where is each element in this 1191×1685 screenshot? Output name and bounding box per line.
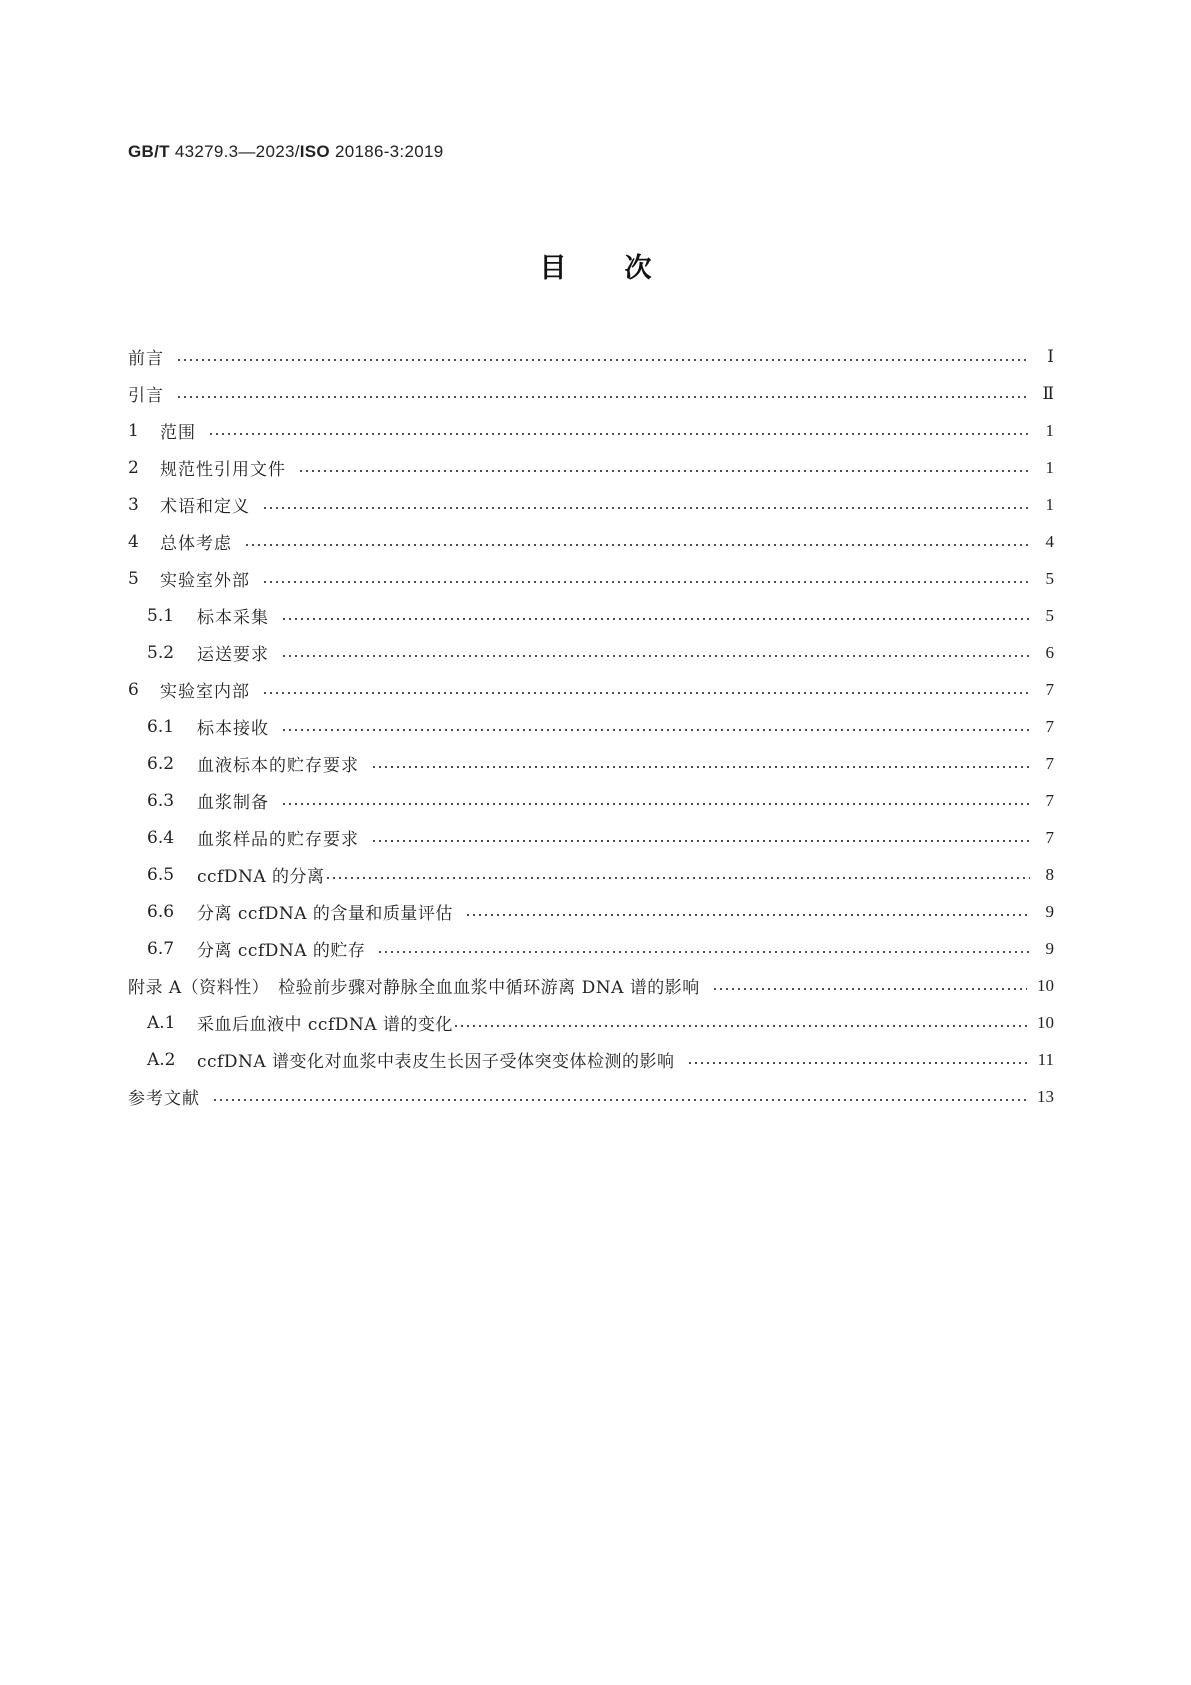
toc-page-number: 4 <box>1045 531 1054 551</box>
toc-entry-label: 血液标本的贮存要求 <box>197 756 359 776</box>
toc-entry-specimen-reception[interactable] <box>128 708 1054 745</box>
toc-dot-leader <box>176 348 1030 365</box>
toc-entry-plasma-storage[interactable] <box>128 819 1054 856</box>
toc-entry-normative-references[interactable] <box>128 449 1054 486</box>
toc-entry-label: 规范性引用文件 <box>160 460 286 480</box>
toc-page-number: 8 <box>1045 864 1054 884</box>
page-title: 目次 <box>539 253 710 284</box>
std-code-iso-prefix: ISO <box>299 142 330 161</box>
toc-dot-leader <box>377 940 1030 957</box>
toc-entry-introduction[interactable] <box>128 375 1054 412</box>
toc-entry-number: 5 <box>128 568 139 589</box>
toc-page-number: 1 <box>1045 420 1054 440</box>
toc-entry-label: ccfDNA 的分离 <box>197 867 325 887</box>
toc-dot-leader <box>371 829 1030 846</box>
toc-entry-number: 6.5 <box>147 864 175 885</box>
toc-entry-label: 实验室外部 <box>160 571 250 591</box>
toc-entry-label: 范围 <box>160 423 196 443</box>
toc-page-number: 7 <box>1045 753 1054 773</box>
toc-entry-label: 附录 A（资料性） 检验前步骤对静脉全血血浆中循环游离 DNA 谱的影响 <box>128 978 700 998</box>
toc-entry-label: 分离 ccfDNA 的贮存 <box>197 941 366 961</box>
toc-page-number: 11 <box>1037 1049 1054 1069</box>
toc-entry-label: 前言 <box>128 349 164 369</box>
toc-page-number: 5 <box>1045 568 1054 588</box>
toc-entry-ccfdna-quality-assessment[interactable] <box>128 893 1054 930</box>
toc-entry-general-considerations[interactable] <box>128 523 1054 560</box>
toc-page-number: Ⅱ <box>1042 383 1054 403</box>
toc-page-number: 13 <box>1037 1086 1054 1106</box>
toc-dot-leader <box>176 385 1030 402</box>
standard-code <box>128 142 443 162</box>
std-code-prefix: GB/T <box>128 142 170 161</box>
toc-dot-leader <box>712 977 1027 994</box>
toc-entry-label: 采血后血液中 ccfDNA 谱的变化 <box>197 1015 453 1035</box>
toc-entry-outside-laboratory[interactable] <box>128 560 1054 597</box>
toc-entry-number: 6.4 <box>147 827 175 848</box>
toc-entry-number: 5.1 <box>147 605 175 626</box>
toc-page-number: 7 <box>1045 827 1054 847</box>
toc-entry-ccfdna-storage[interactable] <box>128 930 1054 967</box>
toc-page-number: 10 <box>1037 1012 1054 1032</box>
toc-dot-leader <box>281 792 1030 809</box>
toc-entry-annex-a1[interactable] <box>128 1004 1054 1041</box>
table-of-contents <box>128 338 1054 1115</box>
toc-entry-inside-laboratory[interactable] <box>128 671 1054 708</box>
toc-entry-label: 参考文献 <box>128 1089 200 1109</box>
toc-page-number: 1 <box>1045 494 1054 514</box>
toc-page-number: 5 <box>1045 605 1054 625</box>
toc-entry-number: A.1 <box>147 1012 176 1033</box>
toc-entry-label: 术语和定义 <box>160 497 250 517</box>
toc-entry-terms-definitions[interactable] <box>128 486 1054 523</box>
toc-entry-label: 血浆制备 <box>197 793 269 813</box>
toc-entry-number: 6.3 <box>147 790 175 811</box>
toc-entry-number: 6.2 <box>147 753 175 774</box>
toc-entry-number: 6 <box>128 679 139 700</box>
toc-entry-number: 2 <box>128 457 139 478</box>
toc-page-number: 7 <box>1045 679 1054 699</box>
toc-dot-leader <box>212 1088 1027 1105</box>
toc-dot-leader <box>281 607 1030 624</box>
toc-entry-preface[interactable] <box>128 338 1054 375</box>
toc-entry-plasma-preparation[interactable] <box>128 782 1054 819</box>
toc-page-number: 9 <box>1045 938 1054 958</box>
toc-entry-label: 标本接收 <box>197 719 269 739</box>
toc-entry-number: 5.2 <box>147 642 175 663</box>
toc-entry-label: 分离 ccfDNA 的含量和质量评估 <box>197 904 453 924</box>
toc-page-number: 10 <box>1037 975 1054 995</box>
toc-dot-leader <box>687 1051 1028 1068</box>
toc-dot-leader <box>465 903 1030 920</box>
toc-entry-number: 4 <box>128 531 139 552</box>
toc-entry-scope[interactable] <box>128 412 1054 449</box>
toc-dot-leader <box>262 681 1030 698</box>
toc-entry-label: 总体考虑 <box>160 534 232 554</box>
toc-entry-number: 6.7 <box>147 938 175 959</box>
toc-entry-annex-a2[interactable] <box>128 1041 1054 1078</box>
toc-entry-label: ccfDNA 谱变化对血浆中表皮生长因子受体突变体检测的影响 <box>197 1052 675 1072</box>
std-code-iso-number: 20186-3:2019 <box>329 142 444 161</box>
toc-entry-annex-a[interactable] <box>128 967 1054 1004</box>
toc-dot-leader <box>208 422 1030 439</box>
toc-entry-label: 实验室内部 <box>160 682 250 702</box>
toc-dot-leader <box>262 496 1030 513</box>
toc-dot-leader <box>281 718 1030 735</box>
toc-page-number: Ⅰ <box>1047 346 1054 366</box>
toc-entry-label: 标本采集 <box>197 608 269 628</box>
toc-page-number: 7 <box>1045 790 1054 810</box>
toc-page-number: 1 <box>1045 457 1054 477</box>
std-code-number: 43279.3—2023/ <box>169 142 300 161</box>
toc-entry-number: 6.6 <box>147 901 175 922</box>
toc-entry-label: 血浆样品的贮存要求 <box>197 830 359 850</box>
toc-entry-number: A.2 <box>147 1049 176 1070</box>
toc-page-number: 6 <box>1045 642 1054 662</box>
toc-dot-leader <box>325 866 1030 883</box>
toc-dot-leader <box>371 755 1030 772</box>
toc-entry-label: 引言 <box>128 386 164 406</box>
toc-dot-leader <box>244 533 1030 550</box>
toc-dot-leader <box>262 570 1030 587</box>
toc-page-number: 7 <box>1045 716 1054 736</box>
toc-entry-transport-requirements[interactable] <box>128 634 1054 671</box>
toc-dot-leader <box>281 644 1030 661</box>
toc-entry-specimen-collection[interactable] <box>128 597 1054 634</box>
toc-entry-bibliography[interactable] <box>128 1078 1054 1115</box>
toc-page-number: 9 <box>1045 901 1054 921</box>
toc-dot-leader <box>298 459 1030 476</box>
toc-entry-ccfdna-isolation[interactable] <box>128 856 1054 893</box>
toc-entry-number: 3 <box>128 494 139 515</box>
toc-entry-number: 6.1 <box>147 716 175 737</box>
toc-entry-blood-storage[interactable] <box>128 745 1054 782</box>
toc-entry-number: 1 <box>128 420 139 441</box>
toc-entry-label: 运送要求 <box>197 645 269 665</box>
toc-dot-leader <box>453 1014 1027 1031</box>
